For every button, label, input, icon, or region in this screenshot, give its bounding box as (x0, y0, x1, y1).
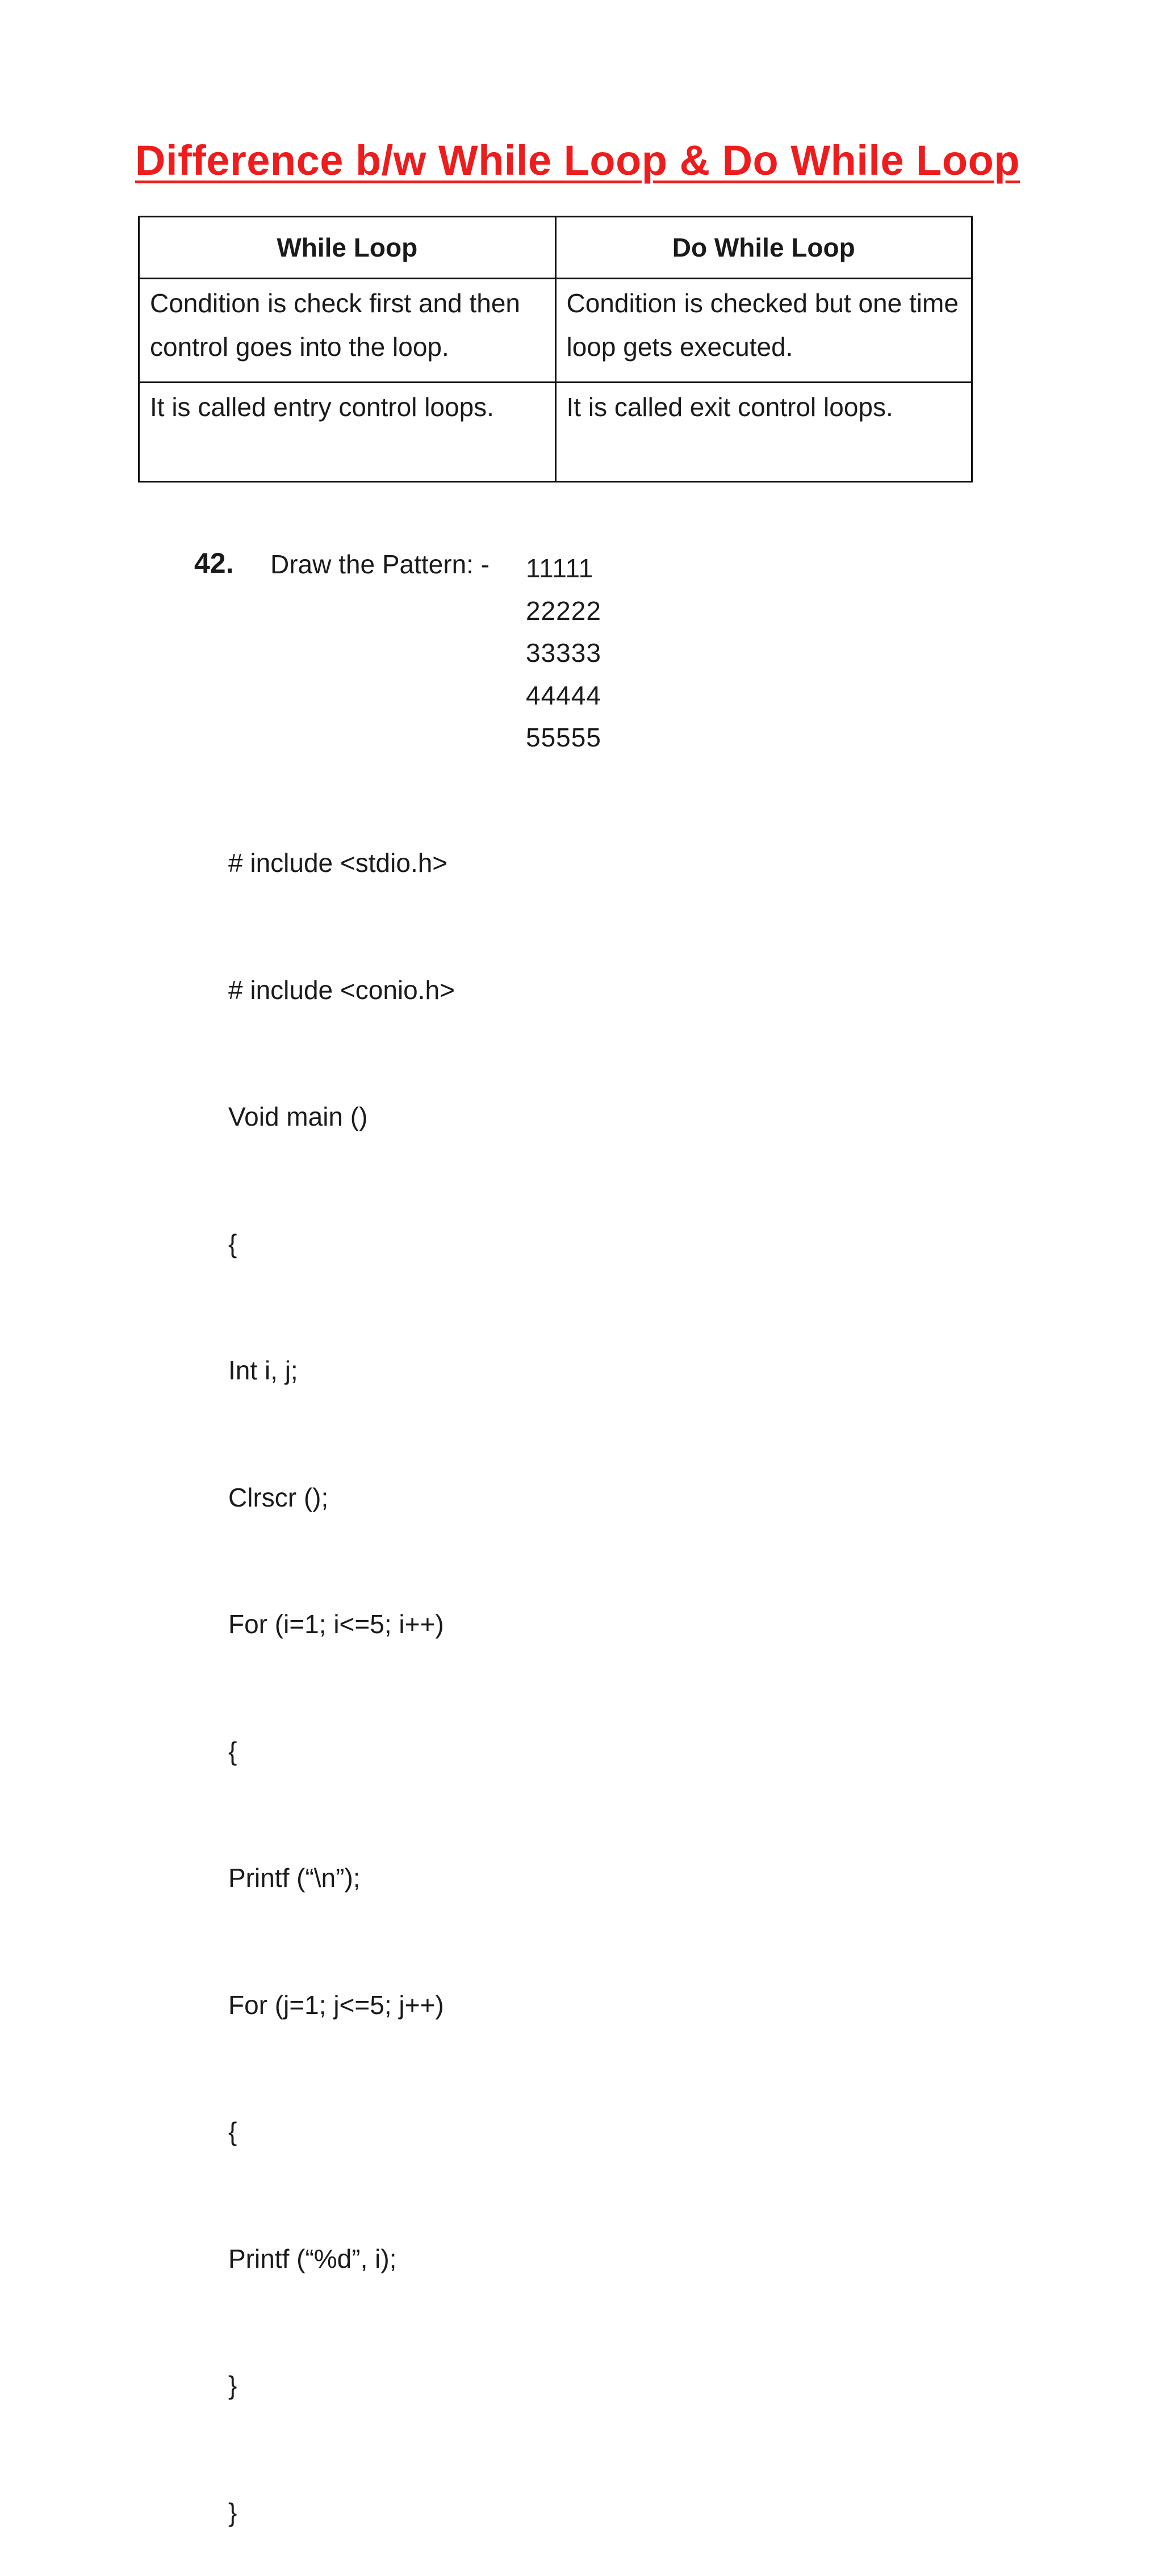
pattern-line: 55555 (526, 723, 601, 752)
code-line: } (228, 2497, 237, 2527)
table-cell: It is called exit control loops. (555, 383, 972, 482)
code-line: Clrscr (); (228, 1482, 329, 1512)
code-line: { (228, 1736, 237, 1766)
pattern-line: 11111 (526, 553, 594, 583)
code-listing (228, 757, 455, 2576)
table-cell: It is called entry control loops. (139, 383, 556, 482)
code-line: Printf (“\n”); (228, 1863, 361, 1893)
table-cell: Condition is checked but one time loop gets executed. (555, 279, 972, 383)
code-line: # include <conio.h> (228, 975, 455, 1005)
question-number: 42. (194, 547, 234, 579)
code-line: # include <stdio.h> (228, 848, 448, 878)
page-title: Difference b/w While Loop & Do While Loop (135, 137, 1020, 184)
code-line: For (j=1; j<=5; j++) (228, 1990, 444, 2020)
table-cell: Condition is check first and then control goes into the loop. (139, 279, 556, 383)
pattern-output (526, 547, 601, 759)
code-line: Void main () (228, 1102, 368, 1131)
pattern-line: 22222 (526, 595, 601, 626)
header-do-while-loop: Do While Loop (555, 217, 972, 279)
pattern-line: 33333 (526, 638, 601, 668)
code-line: Int i, j; (228, 1356, 298, 1385)
code-line: { (228, 1228, 237, 1258)
question-text: Draw the Pattern: - (270, 549, 490, 579)
header-while-loop: While Loop (139, 217, 556, 279)
code-line: } (228, 2371, 237, 2400)
code-line: For (i=1; i<=5; i++) (228, 1609, 444, 1639)
table-header-row (139, 217, 972, 279)
table-row (139, 279, 972, 383)
pattern-line: 44444 (526, 680, 601, 710)
table-row (139, 383, 972, 482)
code-line: { (228, 2117, 237, 2146)
comparison-table (138, 216, 973, 483)
code-line: Printf (“%d”, i); (228, 2243, 397, 2273)
